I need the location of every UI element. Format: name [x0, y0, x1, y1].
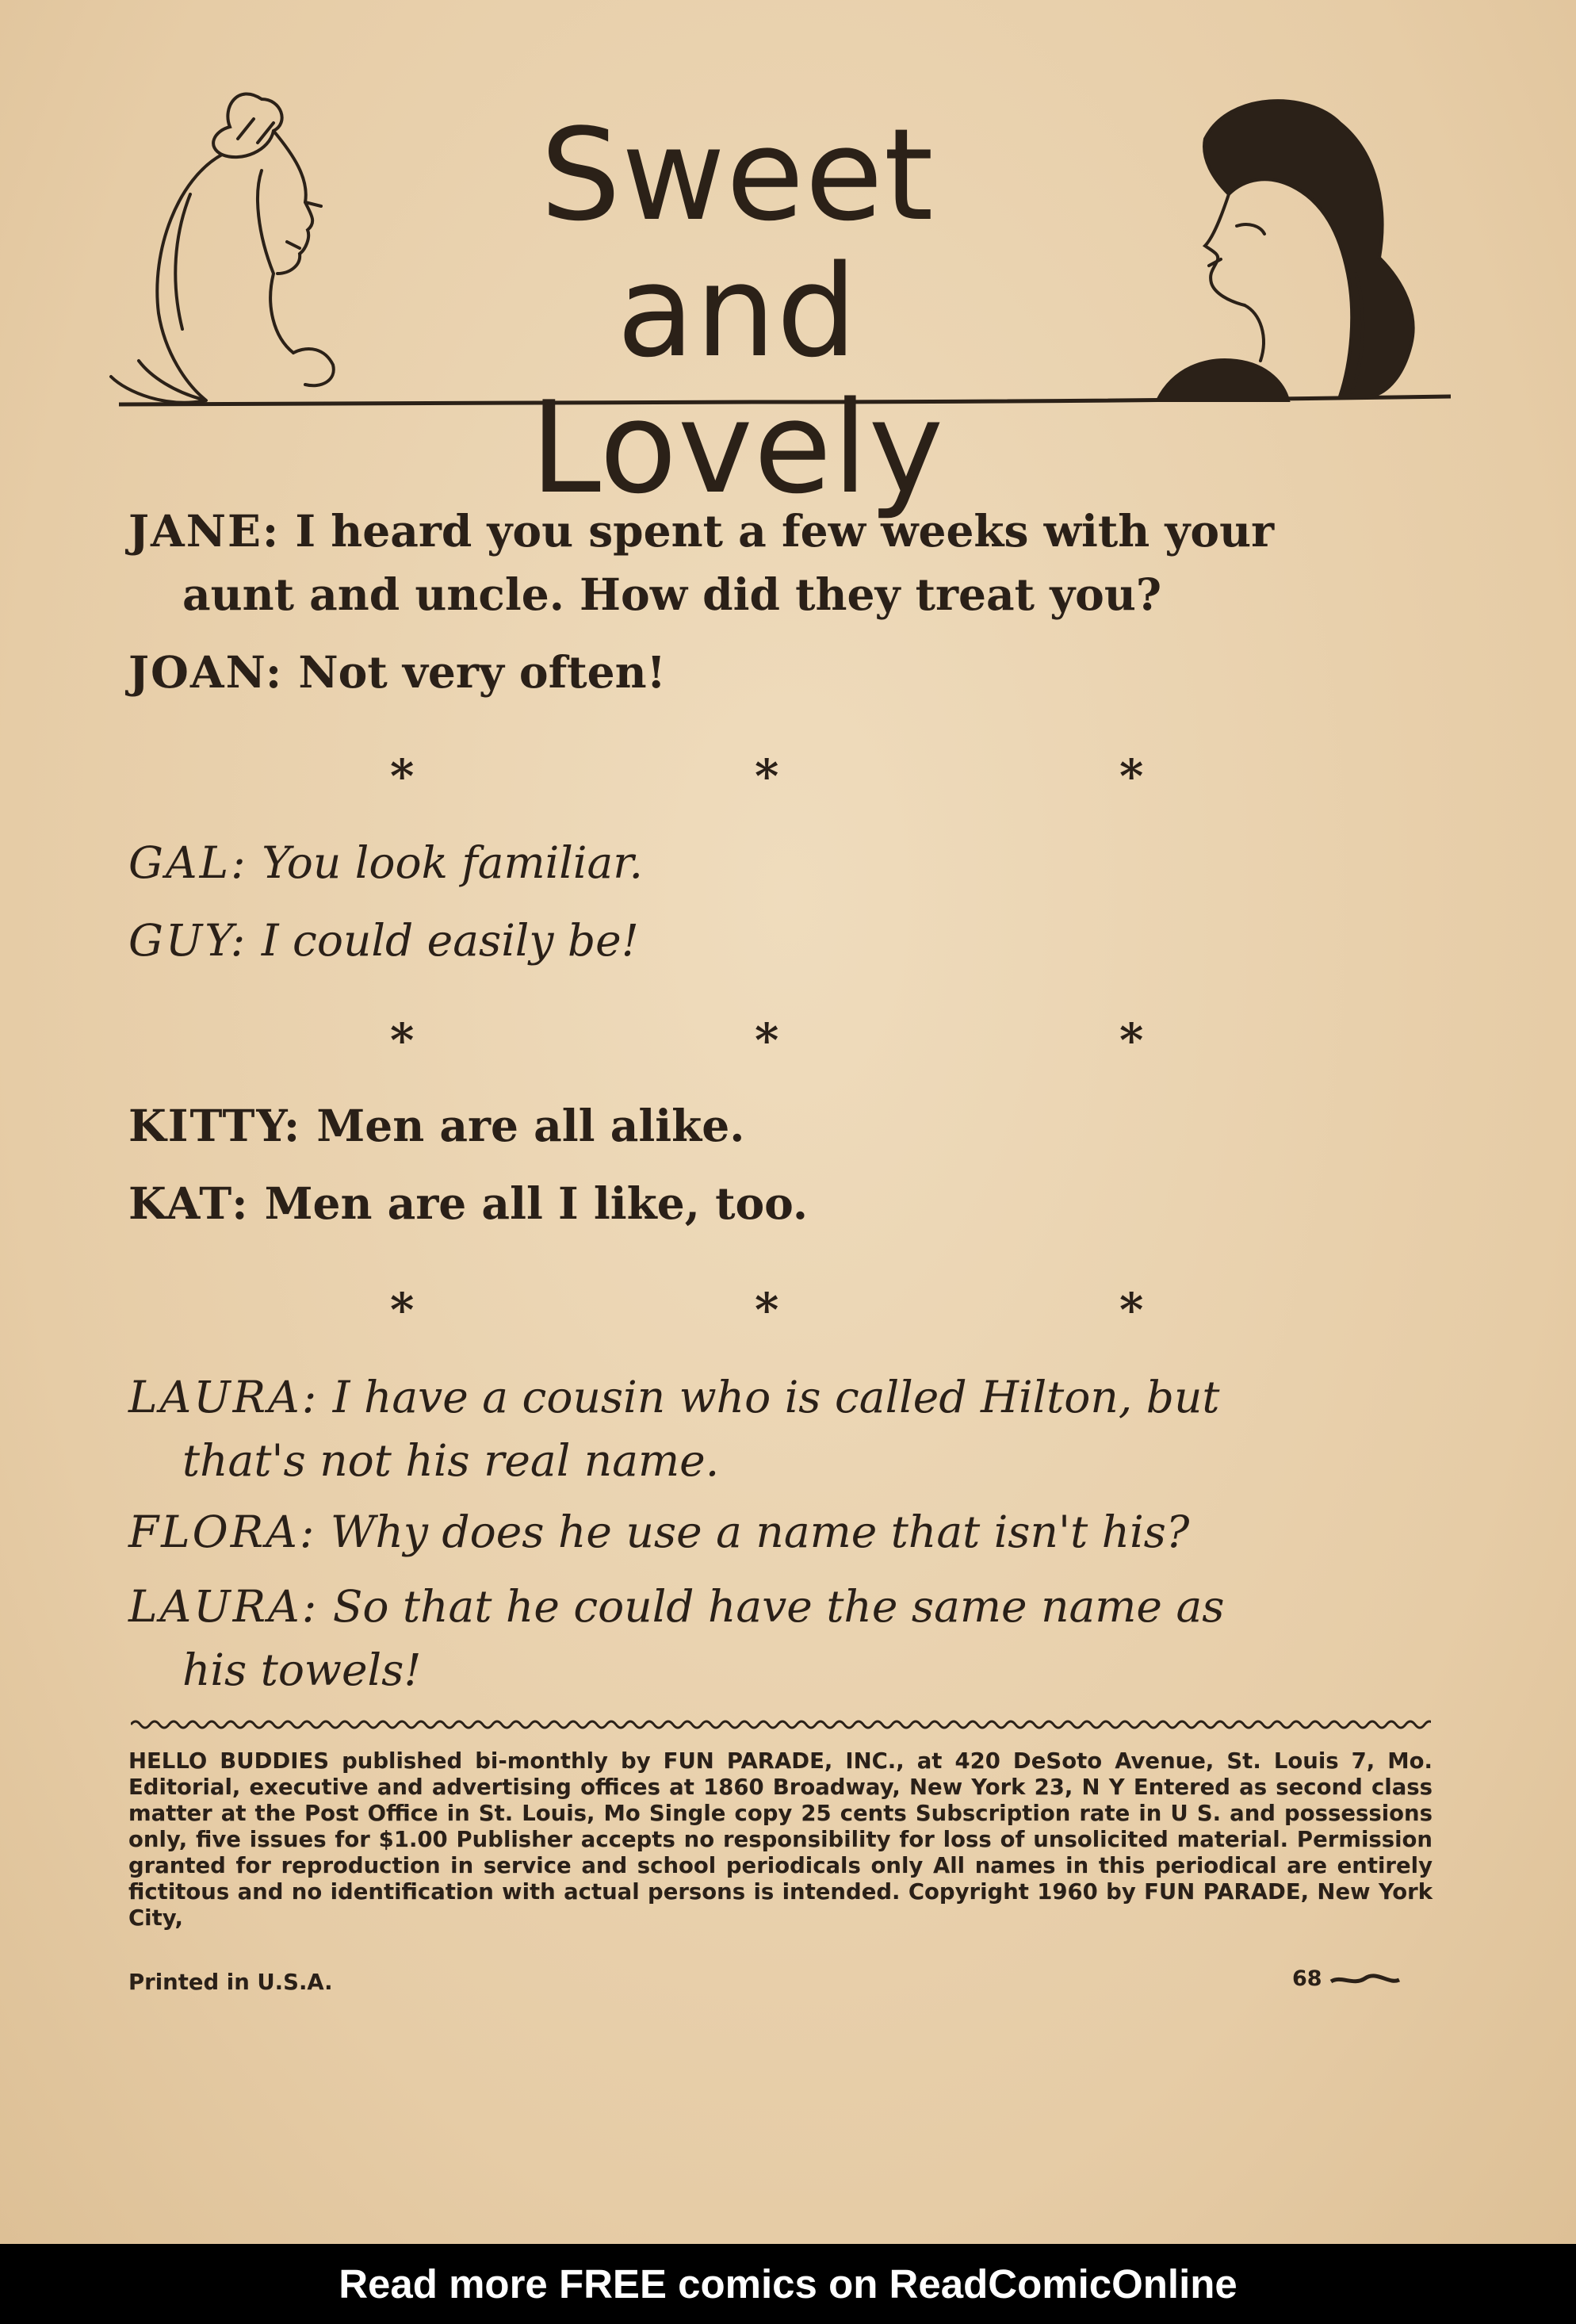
speaker-label: JANE:	[128, 505, 281, 557]
dialogue-text: Men are all alike.	[316, 1100, 745, 1151]
dialogue-continuation: aunt and uncle. How did they treat you?	[182, 569, 1162, 620]
speaker-label: GUY:	[128, 915, 248, 966]
dialogue-line	[128, 909, 1429, 972]
dialogue-line	[128, 1575, 1429, 1702]
dialogue-line	[128, 1500, 1429, 1564]
speaker-label: LAURA:	[128, 1372, 319, 1422]
dialogue-text: I have a cousin who is called Hilton, but	[332, 1372, 1220, 1422]
separator-stars	[0, 1283, 1576, 1337]
separator-star: *	[1119, 749, 1144, 803]
dialogue-text: You look familiar.	[262, 837, 643, 888]
dialogue-continuation: that's not his real name.	[182, 1435, 720, 1486]
dialogue-line	[128, 1094, 1429, 1158]
dialogue-text: Men are all I like, too.	[264, 1177, 809, 1229]
wavy-divider	[131, 1717, 1431, 1732]
promo-banner[interactable]	[0, 2244, 1576, 2324]
speaker-label: FLORA:	[128, 1507, 317, 1557]
printed-in-line: Printed in U.S.A.	[128, 1970, 333, 1995]
left-girl-illustration	[111, 94, 334, 402]
speaker-label: KITTY:	[128, 1100, 302, 1151]
separator-stars	[0, 1013, 1576, 1067]
page-number-text: 68	[1292, 1966, 1322, 1991]
page-title	[412, 101, 1062, 522]
dialogue-line	[128, 831, 1429, 894]
separator-star: *	[390, 1013, 415, 1067]
dialogue-line	[128, 641, 1429, 704]
dialogue-line	[128, 1172, 1429, 1235]
separator-star: *	[755, 749, 779, 803]
dialogue-text: I heard you spent a few weeks with your	[295, 505, 1275, 557]
speaker-label: GAL:	[128, 837, 248, 888]
dialogue-line	[128, 500, 1429, 626]
promo-banner-text[interactable]: Read more FREE comics on ReadComicOnline	[339, 2261, 1237, 2307]
speaker-label: KAT:	[128, 1177, 250, 1229]
publication-fine-print: HELLO BUDDIES published bi-monthly by FUN PARADE, INC., at 420 DeSoto Avenue, St. Louis 7, Mo. Editorial, executive and advertising offices at 1860 Broadway, New York 23, N Y Entered as second class matter at the Post Office in St. Louis, Mo Single copy 25 cents Subscription rate in U S. and possessions only, five issues for $1.00 Publisher accepts no responsibility for loss of unsolicited material. Permission granted for reproduction in service and school periodicals only All names in this periodical are entirely fictitous and no identification with actual persons is intended. Copyright 1960 by FUN PARADE, New York City,	[128, 1748, 1433, 1931]
speaker-label: LAURA:	[128, 1581, 319, 1632]
right-girl-illustration	[1157, 101, 1413, 400]
separator-star: *	[755, 1013, 779, 1067]
dialogue-text: So that he could have the same name as	[332, 1581, 1225, 1632]
separator-star: *	[1119, 1283, 1144, 1337]
page-mark-scribble	[1329, 1972, 1401, 1988]
dialogue-continuation: his towels!	[182, 1644, 422, 1695]
speaker-label: JOAN:	[128, 646, 284, 698]
title-line-2: Lovely	[530, 373, 945, 522]
separator-stars	[0, 749, 1576, 803]
dialogue-text: Why does he use a name that isn't his?	[330, 1507, 1190, 1557]
dialogue-line	[128, 1365, 1429, 1492]
dialogue-text: Not very often!	[298, 646, 666, 698]
header	[103, 75, 1451, 522]
separator-star: *	[390, 1283, 415, 1337]
separator-star: *	[1119, 1013, 1144, 1067]
dialogue-text: I could easily be!	[261, 915, 639, 966]
separator-star: *	[390, 749, 415, 803]
title-line-1: Sweet and	[540, 101, 935, 385]
separator-star: *	[755, 1283, 779, 1337]
page-number	[1292, 1966, 1401, 1991]
